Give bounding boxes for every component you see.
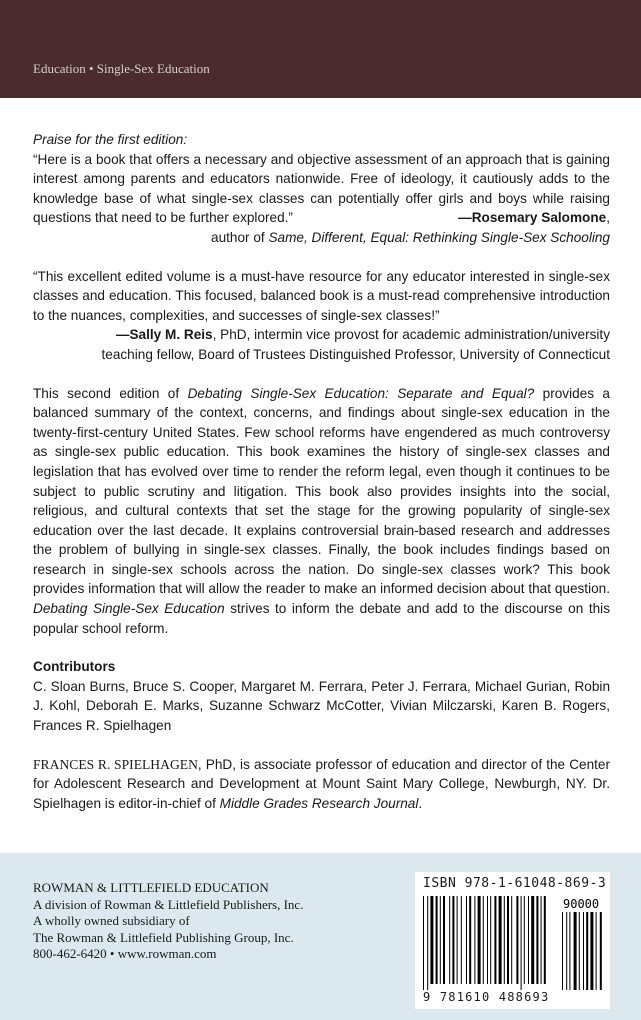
attribution-name: —Sally M. Reis — [115, 327, 213, 343]
addon-bar — [579, 912, 580, 990]
barcode-bar — [483, 896, 484, 984]
publisher-line: 800-462-6420 • www.rowman.com — [33, 946, 217, 961]
barcode-bar — [487, 896, 488, 984]
barcode-bar — [490, 896, 491, 984]
barcode — [415, 872, 610, 1009]
barcode-bar — [478, 896, 481, 984]
barcode-bar — [499, 896, 502, 984]
barcode-bar — [449, 896, 450, 984]
price-code: 90000 — [563, 897, 600, 911]
barcode-bar — [466, 896, 467, 984]
attribution-name: —Rosemary Salomone — [458, 210, 607, 226]
addon-bar — [569, 912, 570, 990]
category-label: Education • Single-Sex Education — [33, 61, 210, 76]
back-cover-text — [33, 130, 610, 813]
praise-heading: Praise for the first edition: — [33, 132, 188, 147]
praise-attribution-1-name: —Rosemary Salomone, — [458, 210, 610, 226]
addon-bar — [586, 912, 588, 990]
barcode-bar — [541, 896, 542, 984]
addon-bar — [583, 912, 584, 990]
addon-bar — [566, 912, 567, 990]
barcode-bar — [461, 896, 462, 984]
contributors-heading: Contributors — [33, 659, 116, 675]
praise-quote-1: “Here is a book that offers a necessary and objective assessment of an approach that is gaining interest among parents and educators nationwide. Free of ideology, it cautiously adds to the knowledge base of what single-sex classes can potentially offer girls and boys while raising questions that need to be further explored.” — [33, 151, 610, 226]
barcode-bar — [452, 896, 454, 984]
barcode-bar — [469, 896, 471, 984]
contributors-list: C. Sloan Burns, Bruce S. Cooper, Margaret M. Ferrara, Peter J. Ferrara, Michael Gurian, Robin J. Kohl, Deborah E. Marks, Suzanne Schwarz McCotter, Vivian Milczarski, Karen B. Rogers, Frances R. Spielhagen — [33, 678, 610, 734]
barcode-bar — [507, 896, 509, 984]
barcode-bar — [544, 896, 546, 984]
barcode-bar — [516, 896, 518, 984]
barcode-bar — [436, 896, 438, 984]
journal-title: Middle Grades Research Journal — [219, 795, 419, 811]
barcode-bar — [474, 896, 475, 984]
barcode-bar — [443, 896, 445, 984]
attribution-prefix: author of — [211, 229, 269, 245]
publisher-info — [33, 880, 303, 963]
barcode-bar — [457, 896, 458, 984]
addon-bar — [562, 912, 563, 990]
barcode-bar — [504, 896, 505, 984]
addon-bar — [590, 912, 593, 990]
barcode-bar — [427, 896, 428, 990]
barcode-bar — [430, 896, 433, 984]
addon-bar — [574, 912, 577, 990]
author-name: FRANCES R. SPIELHAGEN — [33, 756, 198, 772]
author-bio-text: , PhD, is associate professor of education and director of the Center for Adolescent Research and Development at Mount Saint Mary College, Newburgh, NY. Dr. Spielhagen is editor-in-chief of — [33, 756, 610, 811]
publisher-band — [0, 853, 641, 1020]
description-text: provides a balanced summary of the context, concerns, and findings about single-sex education in the twenty-first-century United States. Few school reforms have engendered as much controversy as single-sex public education. This book examines the history of single-sex classes and legislation that has evolved over time to render the reform legal, even though it continues to be subject to public scrutiny and litigation. This book also provides insights into the social, religious, and cultural contexts that set the stage for the growing popularity of single-sex education over the last decade. It explains controversial brain-based research and addresses the problem of bullying in single-sex classes. Finally, the book includes findings based on research in single-sex schools across the nation. Do single-sex classes work? This book provides information that will allow the reader to make an informed decision about that question. — [33, 385, 610, 597]
praise-quote-2: “This excellent edited volume is a must-have resource for any educator interested in single-sex classes and education. This focused, balanced book is a must-read comprehensive introduction to the nuances, complexities, and successes of single-sex classes!” — [33, 268, 610, 323]
book-title: Debating Single-Sex Education: Separate and Equal? — [187, 385, 535, 401]
attribution-book-title: Same, Different, Equal: Rethinking Single-Sex Schooling — [268, 229, 610, 245]
barcode-bar — [521, 896, 522, 990]
praise-attribution-2 — [33, 325, 610, 345]
barcode-bar — [524, 896, 525, 984]
attribution-line-1: , PhD, intermin vice provost for academic administration/university — [212, 327, 610, 343]
publisher-line: The Rowman & Littlefield Publishing Group, Inc. — [33, 929, 294, 945]
publisher-line: ROWMAN & LITTLEFIELD EDUCATION — [33, 880, 269, 895]
barcode-bar — [511, 896, 512, 984]
addon-bar — [600, 912, 602, 990]
description-text: strives to inform the debate and add to the discourse on this popular school reform. — [33, 601, 610, 636]
barcode-bar — [423, 896, 424, 990]
publisher-line: A wholly owned subsidiary of — [33, 913, 190, 928]
publisher-line: A division of Rowman & Littlefield Publishers, Inc. — [33, 896, 304, 912]
author-bio — [33, 755, 610, 814]
praise-attribution-1 — [33, 228, 610, 248]
barcode-bar — [536, 896, 538, 984]
author-bio-end: . — [418, 795, 423, 811]
ean-digits: 9 781610 488693 — [423, 990, 550, 1004]
addon-bar — [596, 912, 597, 990]
isbn-label: ISBN 978-1-61048-869-3 — [423, 876, 607, 891]
barcode-bar — [531, 896, 534, 984]
description-text: This second edition of — [33, 385, 188, 401]
barcode-bar — [440, 896, 441, 984]
header-band — [0, 0, 641, 98]
barcode-bar — [494, 896, 496, 984]
barcode-bar — [528, 896, 529, 984]
book-title: Debating Single-Sex Education — [33, 601, 225, 617]
praise-attribution-2-line-2: teaching fellow, Board of Trustees Distinguished Professor, University of Connecticut — [101, 346, 610, 362]
description-paragraph — [33, 384, 610, 639]
barcode-bars — [421, 896, 605, 990]
